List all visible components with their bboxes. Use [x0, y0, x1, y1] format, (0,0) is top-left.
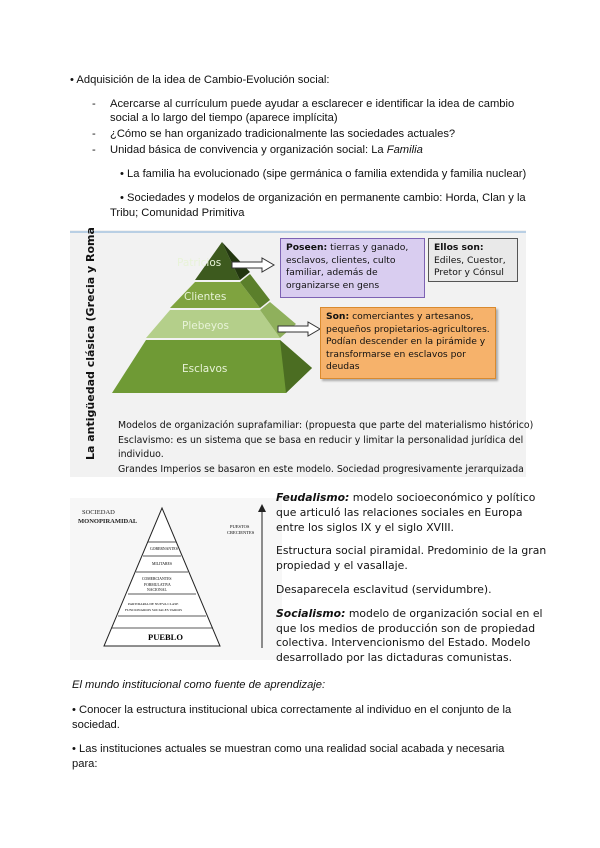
box-ellos-text: Ediles, Cuestor, Pretor y Cónsul [434, 254, 506, 278]
item-1-line1: Acercarse al currículum puede ayudar a esclarecer e identificar la idea de cambio [110, 98, 515, 110]
sub-bullet-1: • La familia ha evolucionado (sipe germánica o familia extendida y familia nuclear) [120, 168, 527, 180]
feudalismo-text: modelo socioeconómico y político [349, 491, 536, 504]
socialismo-line1 [276, 607, 546, 622]
institutional-subtitle: El mundo institucional como fuente de aprendizaje: [72, 679, 326, 691]
item-3-line1: Unidad básica de convivencia y organización social: La [110, 144, 387, 156]
item-3-italic: Familia [386, 144, 423, 156]
box-poseen-text: tierras y ganado, esclavos, clientes, culto familiar, además de organizarse en gens [286, 242, 409, 291]
dash-1: - [92, 98, 96, 110]
bottom-bullet-2-line2: para: [72, 758, 98, 770]
box-poseen-bold: Poseen: [286, 242, 328, 253]
caption-line-3: individuo. [118, 449, 164, 460]
intro-heading: • Adquisición de la idea de Cambio-Evolución social: [70, 74, 330, 86]
socialismo-line3: colectiva. Intervencionismo del Estado. Modelo [276, 636, 531, 650]
pyramid-label-plebeyos: Plebeyos [182, 320, 229, 332]
feudalismo-line1 [276, 491, 546, 506]
estructura-line1: Estructura social piramidal. Predominio de la gran [276, 544, 547, 558]
sub-bullet-2-line1: • Sociedades y modelos de organización en permanente cambio: Horda, Clan y la [120, 192, 526, 204]
caption-line-4: Grandes Imperios se basaron en este modelo. Sociedad progresivamente jerarquizada [118, 463, 524, 475]
mono-level-pueblo: PUEBLO [148, 632, 183, 642]
caption-line-2: Esclavismo: es un sistema que se basa en reducir y limitar la personalidad jurídica del [118, 434, 524, 446]
mono-side-1: PUESTOS [230, 524, 250, 529]
monopyramid-svg [70, 498, 282, 660]
mono-level-militares: MILITARES [152, 562, 172, 566]
sub-bullet-2-line2: Tribu; Comunidad Primitiva [110, 207, 245, 219]
figure-side-label: La antigüedad clásica (Grecia y Roma [84, 227, 97, 460]
mono-level-nacional: NACIONAL [147, 588, 167, 592]
mono-title-1: SOCIEDAD [82, 509, 115, 516]
item-3 [110, 143, 423, 158]
mono-level-partidaria: PARTIDARIA DE NUEVA CLASE [128, 602, 179, 606]
socialismo-line4: desarrollado por las dictaduras comunistas. [276, 651, 513, 665]
box-son-text: comerciantes y artesanos, pequeños propietarios-agricultores. Podían descender en la pirámide y transformarse en esclavos por deudas [326, 311, 490, 372]
right-column [276, 491, 546, 666]
estructura-line2: propiedad y el vasallaje. [276, 559, 408, 573]
pyramid-label-esclavos: Esclavos [182, 363, 228, 375]
bottom-bullet-2-line1: • Las instituciones actuales se muestran como una realidad social acabada y necesaria [72, 743, 505, 755]
bottom-bullet-1-line2: sociedad. [72, 719, 120, 731]
box-son-bold: Son: [326, 311, 350, 322]
pyramid-label-patricios: Patricios [177, 257, 222, 269]
box-son [320, 307, 496, 379]
figure1-caption [118, 419, 533, 477]
mono-title-2: MONOPIRAMIDAL [78, 518, 138, 525]
feudalismo-line3: entre los siglos IX y el siglo XVIII. [276, 520, 454, 534]
mono-level-funcionarios: FUNCIONARIOS SOCIALES VARIOS [125, 608, 183, 612]
box-ellos-bold: Ellos son: [434, 242, 484, 253]
dash-2: - [92, 128, 96, 140]
feudalismo-term: Feudalismo: [276, 491, 350, 504]
box-ellos-son [428, 238, 518, 282]
socialismo-term: Socialismo: [276, 606, 346, 620]
socialismo-text: modelo de organización social en el [345, 606, 543, 620]
bottom-bullet-1-line1: • Conocer la estructura institucional ubica correctamente al individuo en el conjunto de la [72, 704, 512, 716]
mono-level-gobernantes: GOBERNANTES [150, 547, 178, 551]
dash-3: - [92, 144, 96, 156]
item-2-line1: ¿Cómo se han organizado tradicionalmente las sociedades actuales? [110, 128, 456, 140]
pyramid-label-clientes: Clientes [184, 291, 227, 303]
mono-level-comerciantes: COMERCIANTES [142, 577, 172, 581]
figure-top-rule [70, 231, 526, 233]
mono-side-2: CRECIENTES [227, 530, 255, 535]
feudalismo-line2: que articuló las relaciones sociales en Europa [276, 505, 523, 519]
box-poseen [280, 238, 425, 298]
caption-line-1: Modelos de organización suprafamiliar: (propuesta que parte del materialismo histórico) [118, 420, 534, 431]
item-1-line2: social a lo largo del tiempo (aparece implícita) [110, 112, 338, 124]
socialismo-line2: que los medios de producción son de propiedad [276, 621, 536, 635]
desaparece-line: Desaparecela esclavitud (servidumbre). [276, 582, 492, 596]
mono-level-formulativa: FORMULATIVA [144, 583, 171, 587]
